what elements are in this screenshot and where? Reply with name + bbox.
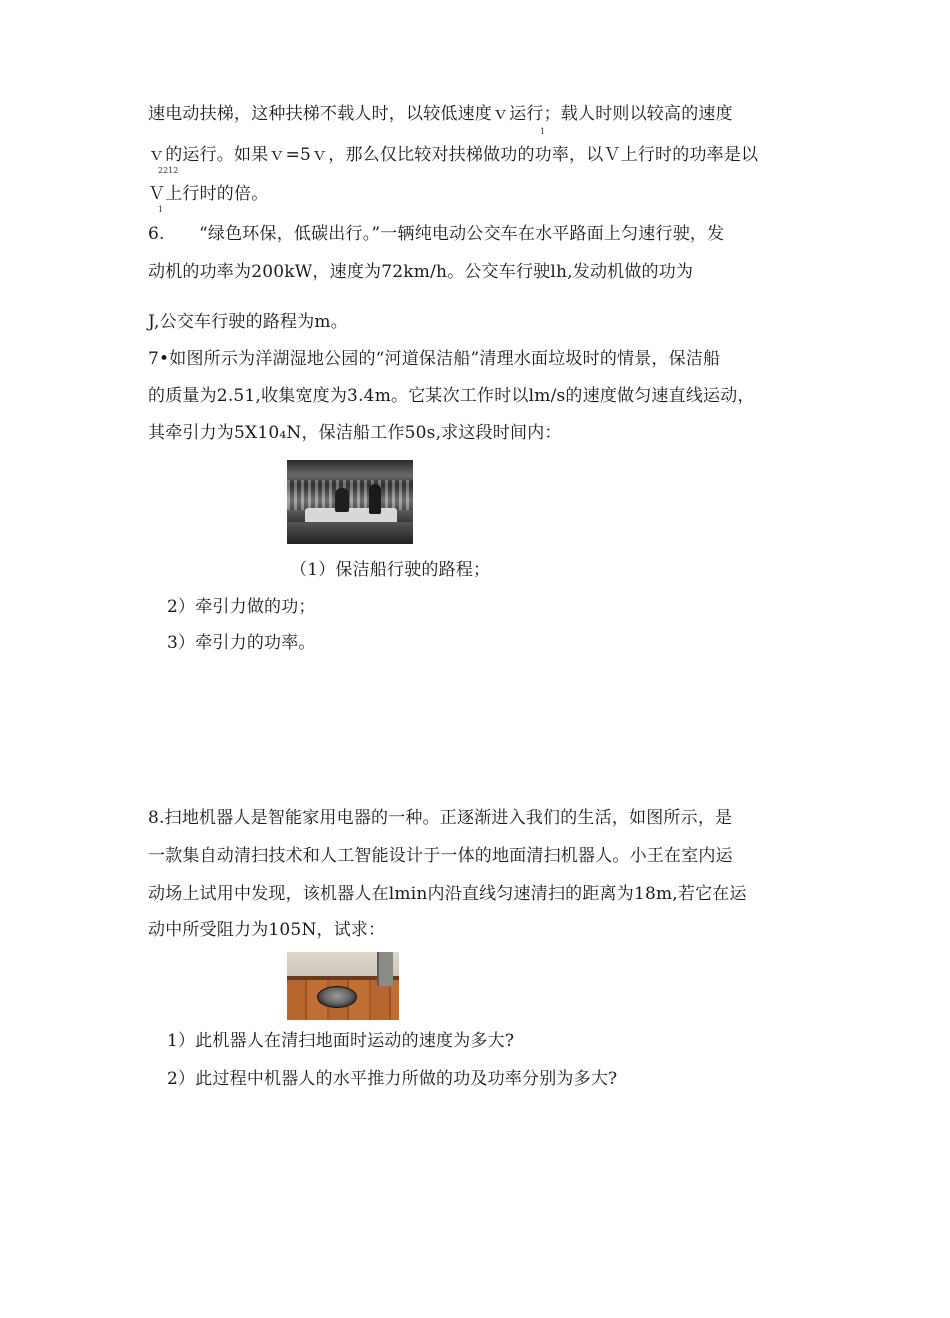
q8-subquestion-1: 1）此机器人在清扫地面时运动的速度为多大? (167, 1031, 515, 1051)
text-line-1: 速电动扶梯，这种扶梯不载人时，以较低速度ｖ运行；载人时则以较高的速度 (148, 104, 733, 124)
robot-vacuum-photo (287, 952, 399, 1020)
text-line-q8-2: 一款集自动清扫技术和人工智能设计于一体的地面清扫机器人。小王在室内运 (148, 846, 733, 866)
q7-subquestion-2: 2）牵引力做的功； (167, 597, 316, 617)
text-line-q7-1: 7•如图所示为洋湖湿地公园的“河道保洁船”清理水面垃圾时的情景，保洁船 (148, 349, 721, 369)
text-line-q6-3: J,公交车行驶的路程为m。 (148, 312, 348, 332)
text-line-q8-3: 动场上试用中发现，该机器人在lmin内沿直线匀速清扫的距离为18m,若它在运 (148, 884, 747, 904)
text-line-q7-2: 的质量为2.51,收集宽度为3.4m。它某次工作时以lm/s的速度做匀速直线运动， (148, 386, 755, 406)
cleaning-boat-photo (287, 460, 413, 544)
text-line-3: Ｖ上行时的倍。 (148, 184, 269, 204)
q8-subquestion-2: 2）此过程中机器人的水平推力所做的功及功率分别为多大? (167, 1069, 618, 1089)
text-line-q6-1: 6. “绿色环保，低碳出行。”一辆纯电动公交车在水平路面上匀速行驶，发 (148, 224, 725, 244)
subscript-3: 1 (158, 205, 164, 214)
subscript-1: 1 (540, 127, 546, 136)
q7-subquestion-1: （1）保洁船行驶的路程； (290, 560, 491, 580)
text-line-q8-4: 动中所受阻力为105N，试求： (148, 920, 386, 940)
q7-subquestion-3: 3）牵引力的功率。 (167, 633, 316, 653)
text-line-q8-1: 8.扫地机器人是智能家用电器的一种。正逐渐进入我们的生活，如图所示，是 (148, 808, 733, 828)
subscript-2: 2212 (158, 166, 179, 175)
text-line-2: ｖ的运行。如果ｖ=5ｖ，那么仅比较对扶梯做功的功率，以Ｖ上行时的功率是以 (148, 145, 759, 165)
text-line-q7-3: 其牵引力为5X10₄N，保洁船工作50s,求这段时间内： (148, 423, 562, 443)
text-line-q6-2: 动机的功率为200kW，速度为72km/h。公交车行驶lh,发动机做的功为 (148, 262, 694, 282)
